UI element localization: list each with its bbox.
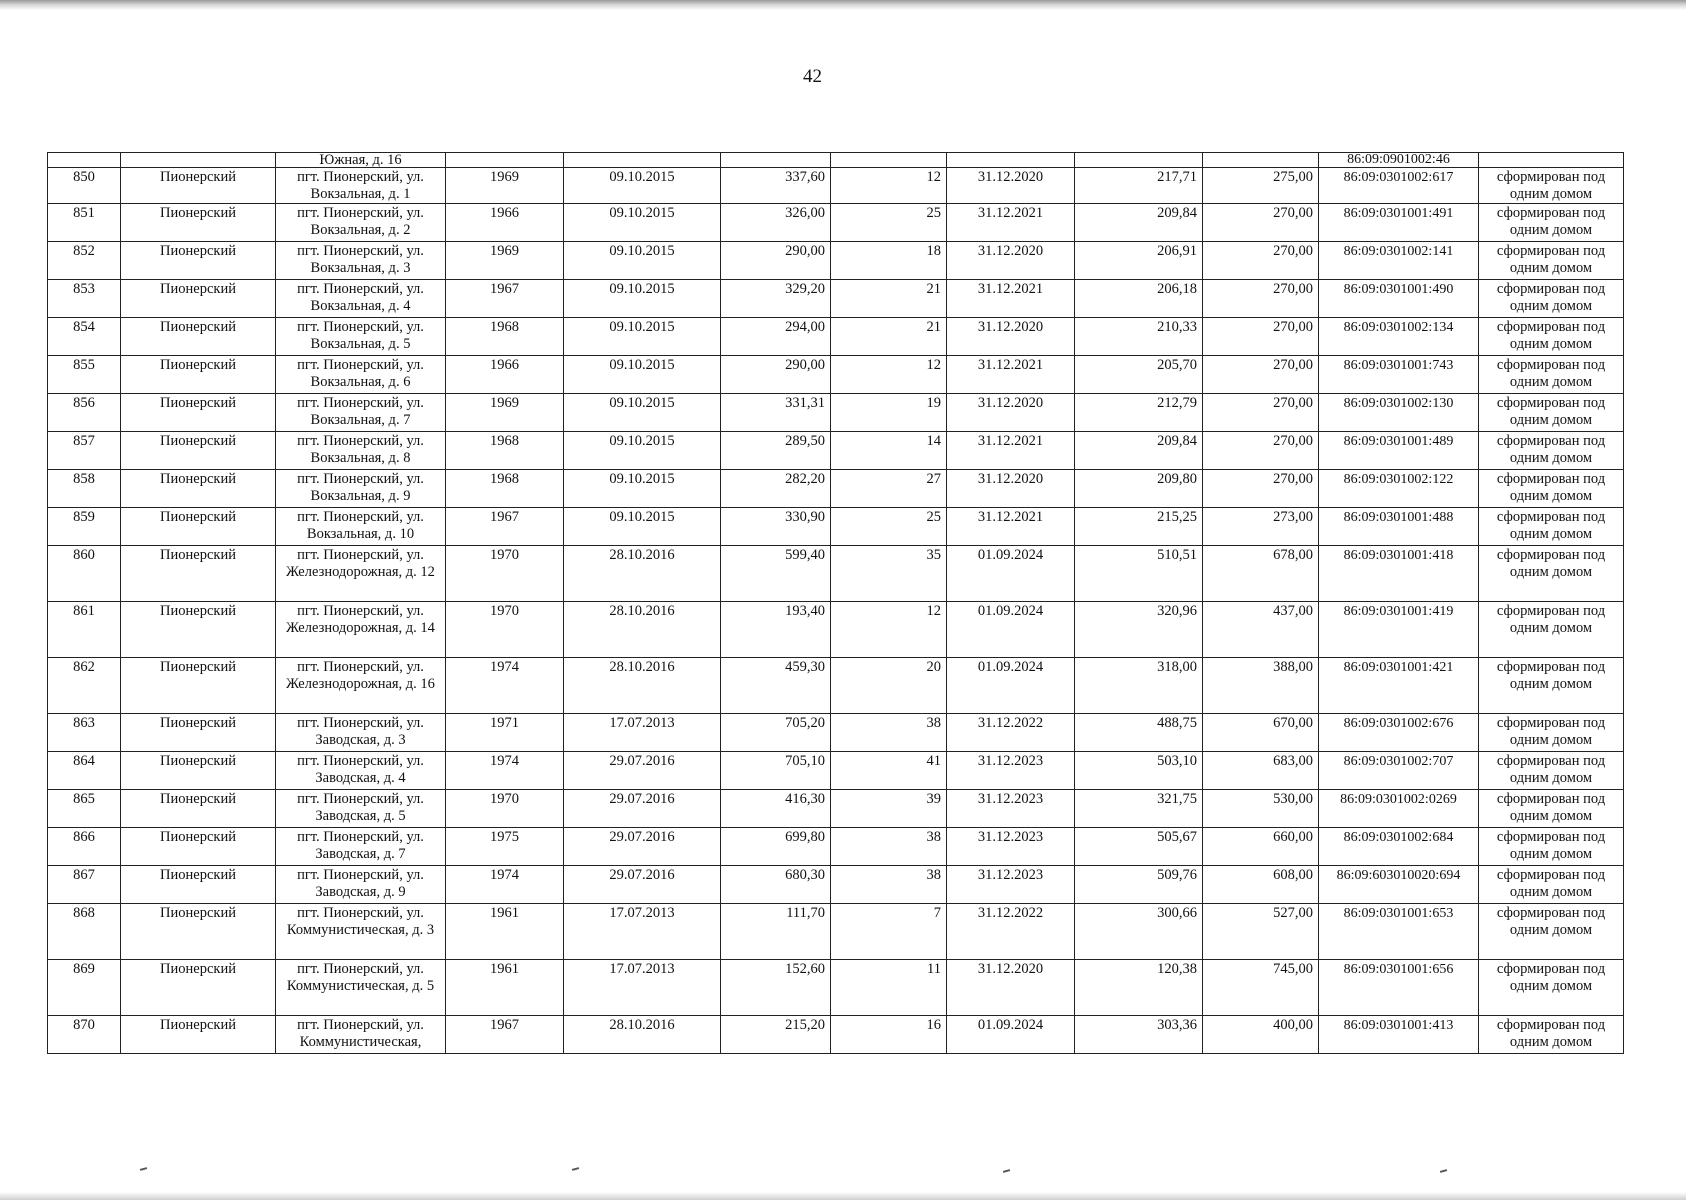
house-address: пгт. Пионерский, ул. Вокзальная, д. 2 xyxy=(276,204,446,242)
area-value: 331,31 xyxy=(721,394,831,432)
table-row xyxy=(48,602,1624,658)
decision-date: 17.07.2013 xyxy=(564,714,721,752)
due-date: 31.12.2020 xyxy=(947,318,1075,356)
cadastral-number: 86:09:0301002:0269 xyxy=(1319,790,1479,828)
value-1: 206,91 xyxy=(1075,242,1203,280)
table-row xyxy=(48,790,1624,828)
house-address: пгт. Пионерский, ул. Железнодорожная, д. 12 xyxy=(276,546,446,602)
due-date: 31.12.2021 xyxy=(947,204,1075,242)
due-date: 31.12.2021 xyxy=(947,432,1075,470)
resident-count: 7 xyxy=(831,904,947,960)
cadastral-number: 86:09:0301001:421 xyxy=(1319,658,1479,714)
value-1: 303,36 xyxy=(1075,1016,1203,1054)
decision-date: 29.07.2016 xyxy=(564,866,721,904)
area-value: 330,90 xyxy=(721,508,831,546)
value-1: 210,33 xyxy=(1075,318,1203,356)
value-1: 120,38 xyxy=(1075,960,1203,1016)
settlement-name: Пионерский xyxy=(121,960,276,1016)
continuation-row xyxy=(48,153,1624,168)
decision-date: 29.07.2016 xyxy=(564,828,721,866)
house-address: пгт. Пионерский, ул. Заводская, д. 7 xyxy=(276,828,446,866)
table-row xyxy=(48,508,1624,546)
due-date: 01.09.2024 xyxy=(947,602,1075,658)
house-address: пгт. Пионерский, ул. Железнодорожная, д. 14 xyxy=(276,602,446,658)
row-number: 850 xyxy=(48,168,121,204)
land-status: сформирован под одним домом xyxy=(1479,790,1624,828)
land-status: сформирован под одним домом xyxy=(1479,394,1624,432)
value-2: 678,00 xyxy=(1203,546,1319,602)
due-date: 31.12.2021 xyxy=(947,356,1075,394)
table-row xyxy=(48,546,1624,602)
land-status: сформирован под одним домом xyxy=(1479,546,1624,602)
value-2: 270,00 xyxy=(1203,394,1319,432)
area-value: 215,20 xyxy=(721,1016,831,1054)
resident-count: 19 xyxy=(831,394,947,432)
row-number: 857 xyxy=(48,432,121,470)
due-date: 31.12.2020 xyxy=(947,168,1075,204)
value-1: 209,84 xyxy=(1075,204,1203,242)
area-value: 282,20 xyxy=(721,470,831,508)
value-2: 530,00 xyxy=(1203,790,1319,828)
settlement-name: Пионерский xyxy=(121,904,276,960)
decision-date: 28.10.2016 xyxy=(564,546,721,602)
land-status: сформирован под одним домом xyxy=(1479,508,1624,546)
cadastral-number: 86:09:0301002:707 xyxy=(1319,752,1479,790)
land-status: сформирован под одним домом xyxy=(1479,752,1624,790)
cadastral-number: 86:09:0301002:134 xyxy=(1319,318,1479,356)
land-status: сформирован под одним домом xyxy=(1479,714,1624,752)
house-address: пгт. Пионерский, ул. Заводская, д. 9 xyxy=(276,866,446,904)
house-address: пгт. Пионерский, ул. Вокзальная, д. 6 xyxy=(276,356,446,394)
decision-date: 09.10.2015 xyxy=(564,394,721,432)
resident-count: 18 xyxy=(831,242,947,280)
value-1: 510,51 xyxy=(1075,546,1203,602)
settlement-name: Пионерский xyxy=(121,242,276,280)
house-address: пгт. Пионерский, ул. Вокзальная, д. 3 xyxy=(276,242,446,280)
decision-date: 09.10.2015 xyxy=(564,280,721,318)
value-2: 270,00 xyxy=(1203,432,1319,470)
land-status: сформирован под одним домом xyxy=(1479,280,1624,318)
scan-edge-bottom xyxy=(0,1192,1686,1200)
build-year: 1961 xyxy=(446,960,564,1016)
value-1: 209,84 xyxy=(1075,432,1203,470)
cadastral-number: 86:09:0301001:656 xyxy=(1319,960,1479,1016)
area-value: 699,80 xyxy=(721,828,831,866)
scan-speck xyxy=(1440,1169,1447,1173)
resident-count: 27 xyxy=(831,470,947,508)
settlement-name: Пионерский xyxy=(121,470,276,508)
page-number: 42 xyxy=(803,66,822,87)
settlement-name: Пионерский xyxy=(121,204,276,242)
due-date: 31.12.2022 xyxy=(947,904,1075,960)
settlement-name: Пионерский xyxy=(121,168,276,204)
resident-count: 39 xyxy=(831,790,947,828)
house-address: пгт. Пионерский, ул. Вокзальная, д. 4 xyxy=(276,280,446,318)
resident-count: 12 xyxy=(831,168,947,204)
value-2: 270,00 xyxy=(1203,318,1319,356)
table-row xyxy=(48,470,1624,508)
table-row xyxy=(48,242,1624,280)
due-date: 01.09.2024 xyxy=(947,546,1075,602)
area-value: 337,60 xyxy=(721,168,831,204)
build-year: 1961 xyxy=(446,904,564,960)
build-year: 1968 xyxy=(446,432,564,470)
resident-count: 38 xyxy=(831,714,947,752)
table-row xyxy=(48,356,1624,394)
land-status: сформирован под одним домом xyxy=(1479,432,1624,470)
row-number: 860 xyxy=(48,546,121,602)
resident-count: 12 xyxy=(831,356,947,394)
value-2: 670,00 xyxy=(1203,714,1319,752)
resident-count: 35 xyxy=(831,546,947,602)
cadastral-number: 86:09:0301001:743 xyxy=(1319,356,1479,394)
build-year: 1968 xyxy=(446,470,564,508)
value-1: 209,80 xyxy=(1075,470,1203,508)
decision-date: 09.10.2015 xyxy=(564,318,721,356)
value-2: 270,00 xyxy=(1203,280,1319,318)
resident-count: 12 xyxy=(831,602,947,658)
area-value: 290,00 xyxy=(721,242,831,280)
build-year: 1966 xyxy=(446,356,564,394)
table-row xyxy=(48,866,1624,904)
decision-date: 17.07.2013 xyxy=(564,960,721,1016)
area-value: 290,00 xyxy=(721,356,831,394)
due-date: 01.09.2024 xyxy=(947,658,1075,714)
decision-date: 17.07.2013 xyxy=(564,904,721,960)
cadastral-number: 86:09:0301001:491 xyxy=(1319,204,1479,242)
value-2: 270,00 xyxy=(1203,204,1319,242)
build-year: 1968 xyxy=(446,318,564,356)
area-value: 416,30 xyxy=(721,790,831,828)
build-year: 1970 xyxy=(446,546,564,602)
resident-count: 38 xyxy=(831,866,947,904)
row-number: 867 xyxy=(48,866,121,904)
area-value: 680,30 xyxy=(721,866,831,904)
build-year: 1967 xyxy=(446,508,564,546)
decision-date: 09.10.2015 xyxy=(564,508,721,546)
decision-date: 29.07.2016 xyxy=(564,752,721,790)
table-row xyxy=(48,828,1624,866)
area-value: 705,10 xyxy=(721,752,831,790)
land-status: сформирован под одним домом xyxy=(1479,658,1624,714)
due-date: 31.12.2023 xyxy=(947,866,1075,904)
row-number: 870 xyxy=(48,1016,121,1054)
settlement-name: Пионерский xyxy=(121,280,276,318)
land-status: сформирован под одним домом xyxy=(1479,960,1624,1016)
resident-count: 25 xyxy=(831,508,947,546)
settlement-name: Пионерский xyxy=(121,658,276,714)
value-1: 503,10 xyxy=(1075,752,1203,790)
row-number: 868 xyxy=(48,904,121,960)
value-2: 388,00 xyxy=(1203,658,1319,714)
settlement-name: Пионерский xyxy=(121,1016,276,1054)
settlement-name: Пионерский xyxy=(121,602,276,658)
row-number: 852 xyxy=(48,242,121,280)
due-date: 31.12.2020 xyxy=(947,960,1075,1016)
cadastral-number: 86:09:603010020:694 xyxy=(1319,866,1479,904)
resident-count: 21 xyxy=(831,318,947,356)
settlement-name: Пионерский xyxy=(121,866,276,904)
area-value: 705,20 xyxy=(721,714,831,752)
settlement-name: Пионерский xyxy=(121,508,276,546)
build-year: 1970 xyxy=(446,790,564,828)
area-value: 111,70 xyxy=(721,904,831,960)
house-address: пгт. Пионерский, ул. Коммунистическая, xyxy=(276,1016,446,1054)
due-date: 31.12.2023 xyxy=(947,752,1075,790)
house-address: пгт. Пионерский, ул. Вокзальная, д. 9 xyxy=(276,470,446,508)
settlement-name: Пионерский xyxy=(121,752,276,790)
cadastral-number: 86:09:0301002:617 xyxy=(1319,168,1479,204)
decision-date: 09.10.2015 xyxy=(564,242,721,280)
resident-count: 20 xyxy=(831,658,947,714)
value-1: 205,70 xyxy=(1075,356,1203,394)
due-date: 31.12.2020 xyxy=(947,470,1075,508)
decision-date: 09.10.2015 xyxy=(564,356,721,394)
decision-date: 09.10.2015 xyxy=(564,470,721,508)
settlement-name: Пионерский xyxy=(121,432,276,470)
cadastral-number: 86:09:0301001:490 xyxy=(1319,280,1479,318)
area-value: 599,40 xyxy=(721,546,831,602)
decision-date: 28.10.2016 xyxy=(564,602,721,658)
cadastral-number: 86:09:0301002:676 xyxy=(1319,714,1479,752)
build-year: 1967 xyxy=(446,1016,564,1054)
house-address: пгт. Пионерский, ул. Вокзальная, д. 1 xyxy=(276,168,446,204)
cadastral-number: 86:09:0301001:489 xyxy=(1319,432,1479,470)
due-date: 31.12.2020 xyxy=(947,394,1075,432)
table-row xyxy=(48,1016,1624,1054)
due-date: 31.12.2023 xyxy=(947,790,1075,828)
table-row xyxy=(48,658,1624,714)
resident-count: 11 xyxy=(831,960,947,1016)
row-number: 859 xyxy=(48,508,121,546)
cadastral-number: 86:09:0301001:488 xyxy=(1319,508,1479,546)
value-2: 527,00 xyxy=(1203,904,1319,960)
house-address: пгт. Пионерский, ул. Заводская, д. 3 xyxy=(276,714,446,752)
decision-date: 09.10.2015 xyxy=(564,168,721,204)
table-row xyxy=(48,960,1624,1016)
land-status: сформирован под одним домом xyxy=(1479,904,1624,960)
value-1: 217,71 xyxy=(1075,168,1203,204)
decision-date: 29.07.2016 xyxy=(564,790,721,828)
value-1: 318,00 xyxy=(1075,658,1203,714)
land-status: сформирован под одним домом xyxy=(1479,168,1624,204)
value-1: 212,79 xyxy=(1075,394,1203,432)
row-number: 863 xyxy=(48,714,121,752)
cadastral-number: 86:09:0301002:122 xyxy=(1319,470,1479,508)
table-row xyxy=(48,168,1624,204)
house-address: пгт. Пионерский, ул. Вокзальная, д. 7 xyxy=(276,394,446,432)
value-2: 270,00 xyxy=(1203,242,1319,280)
table-row xyxy=(48,714,1624,752)
row-number: 853 xyxy=(48,280,121,318)
resident-count: 16 xyxy=(831,1016,947,1054)
resident-count: 25 xyxy=(831,204,947,242)
land-status: сформирован под одним домом xyxy=(1479,356,1624,394)
build-year: 1974 xyxy=(446,866,564,904)
build-year: 1971 xyxy=(446,714,564,752)
decision-date: 28.10.2016 xyxy=(564,1016,721,1054)
decision-date: 09.10.2015 xyxy=(564,432,721,470)
house-address: пгт. Пионерский, ул. Заводская, д. 5 xyxy=(276,790,446,828)
due-date: 31.12.2022 xyxy=(947,714,1075,752)
house-address: пгт. Пионерский, ул. Коммунистическая, д. 5 xyxy=(276,960,446,1016)
cadastral-number: 86:09:0301002:130 xyxy=(1319,394,1479,432)
value-2: 270,00 xyxy=(1203,470,1319,508)
house-address: пгт. Пионерский, ул. Заводская, д. 4 xyxy=(276,752,446,790)
build-year: 1974 xyxy=(446,752,564,790)
resident-count: 41 xyxy=(831,752,947,790)
value-2: 683,00 xyxy=(1203,752,1319,790)
row-number: 869 xyxy=(48,960,121,1016)
cadastral-number: 86:09:0301001:418 xyxy=(1319,546,1479,602)
row-number: 866 xyxy=(48,828,121,866)
decision-date: 28.10.2016 xyxy=(564,658,721,714)
value-1: 321,75 xyxy=(1075,790,1203,828)
area-value: 326,00 xyxy=(721,204,831,242)
value-2: 400,00 xyxy=(1203,1016,1319,1054)
house-address: пгт. Пионерский, ул. Коммунистическая, д. 3 xyxy=(276,904,446,960)
register-body xyxy=(48,153,1624,1054)
land-status: сформирован под одним домом xyxy=(1479,470,1624,508)
continuation-address: Южная, д. 16 xyxy=(276,153,446,168)
settlement-name: Пионерский xyxy=(121,790,276,828)
scan-speck xyxy=(1003,1169,1010,1173)
value-2: 270,00 xyxy=(1203,356,1319,394)
land-status: сформирован под одним домом xyxy=(1479,318,1624,356)
table-row xyxy=(48,318,1624,356)
row-number: 851 xyxy=(48,204,121,242)
row-number: 865 xyxy=(48,790,121,828)
value-2: 660,00 xyxy=(1203,828,1319,866)
house-address: пгт. Пионерский, ул. Вокзальная, д. 10 xyxy=(276,508,446,546)
cadastral-number: 86:09:0301001:419 xyxy=(1319,602,1479,658)
row-number: 861 xyxy=(48,602,121,658)
due-date: 31.12.2023 xyxy=(947,828,1075,866)
table-row xyxy=(48,394,1624,432)
area-value: 294,00 xyxy=(721,318,831,356)
house-address: пгт. Пионерский, ул. Вокзальная, д. 5 xyxy=(276,318,446,356)
row-number: 855 xyxy=(48,356,121,394)
table-row xyxy=(48,904,1624,960)
scan-speck xyxy=(140,1167,147,1171)
build-year: 1974 xyxy=(446,658,564,714)
value-1: 488,75 xyxy=(1075,714,1203,752)
row-number: 858 xyxy=(48,470,121,508)
table-row xyxy=(48,432,1624,470)
cadastral-number: 86:09:0301001:413 xyxy=(1319,1016,1479,1054)
cadastral-number: 86:09:0301001:653 xyxy=(1319,904,1479,960)
row-number: 856 xyxy=(48,394,121,432)
house-address: пгт. Пионерский, ул. Железнодорожная, д. 16 xyxy=(276,658,446,714)
build-year: 1969 xyxy=(446,168,564,204)
continuation-cadastral: 86:09:0901002:46 xyxy=(1319,153,1479,168)
land-status: сформирован под одним домом xyxy=(1479,242,1624,280)
table-row xyxy=(48,204,1624,242)
value-1: 509,76 xyxy=(1075,866,1203,904)
build-year: 1966 xyxy=(446,204,564,242)
area-value: 459,30 xyxy=(721,658,831,714)
resident-count: 38 xyxy=(831,828,947,866)
table-row xyxy=(48,752,1624,790)
value-2: 437,00 xyxy=(1203,602,1319,658)
build-year: 1967 xyxy=(446,280,564,318)
value-2: 608,00 xyxy=(1203,866,1319,904)
settlement-name: Пионерский xyxy=(121,356,276,394)
row-number: 854 xyxy=(48,318,121,356)
cadastral-number: 86:09:0301002:141 xyxy=(1319,242,1479,280)
decision-date: 09.10.2015 xyxy=(564,204,721,242)
settlement-name: Пионерский xyxy=(121,318,276,356)
settlement-name: Пионерский xyxy=(121,828,276,866)
land-status: сформирован под одним домом xyxy=(1479,866,1624,904)
due-date: 31.12.2020 xyxy=(947,242,1075,280)
housing-register-table xyxy=(47,152,1624,1054)
house-address: пгт. Пионерский, ул. Вокзальная, д. 8 xyxy=(276,432,446,470)
area-value: 329,20 xyxy=(721,280,831,318)
build-year: 1969 xyxy=(446,242,564,280)
due-date: 01.09.2024 xyxy=(947,1016,1075,1054)
value-2: 745,00 xyxy=(1203,960,1319,1016)
scan-edge-top xyxy=(0,0,1686,10)
settlement-name: Пионерский xyxy=(121,394,276,432)
settlement-name: Пионерский xyxy=(121,546,276,602)
area-value: 193,40 xyxy=(721,602,831,658)
land-status: сформирован под одним домом xyxy=(1479,828,1624,866)
value-2: 273,00 xyxy=(1203,508,1319,546)
area-value: 152,60 xyxy=(721,960,831,1016)
due-date: 31.12.2021 xyxy=(947,280,1075,318)
value-1: 206,18 xyxy=(1075,280,1203,318)
settlement-name: Пионерский xyxy=(121,714,276,752)
value-1: 505,67 xyxy=(1075,828,1203,866)
resident-count: 14 xyxy=(831,432,947,470)
value-1: 320,96 xyxy=(1075,602,1203,658)
area-value: 289,50 xyxy=(721,432,831,470)
land-status: сформирован под одним домом xyxy=(1479,1016,1624,1054)
land-status: сформирован под одним домом xyxy=(1479,204,1624,242)
cadastral-number: 86:09:0301002:684 xyxy=(1319,828,1479,866)
table-row xyxy=(48,280,1624,318)
due-date: 31.12.2021 xyxy=(947,508,1075,546)
build-year: 1970 xyxy=(446,602,564,658)
build-year: 1969 xyxy=(446,394,564,432)
scan-speck xyxy=(572,1167,579,1171)
value-1: 215,25 xyxy=(1075,508,1203,546)
row-number: 862 xyxy=(48,658,121,714)
land-status: сформирован под одним домом xyxy=(1479,602,1624,658)
value-2: 275,00 xyxy=(1203,168,1319,204)
resident-count: 21 xyxy=(831,280,947,318)
row-number: 864 xyxy=(48,752,121,790)
build-year: 1975 xyxy=(446,828,564,866)
value-1: 300,66 xyxy=(1075,904,1203,960)
